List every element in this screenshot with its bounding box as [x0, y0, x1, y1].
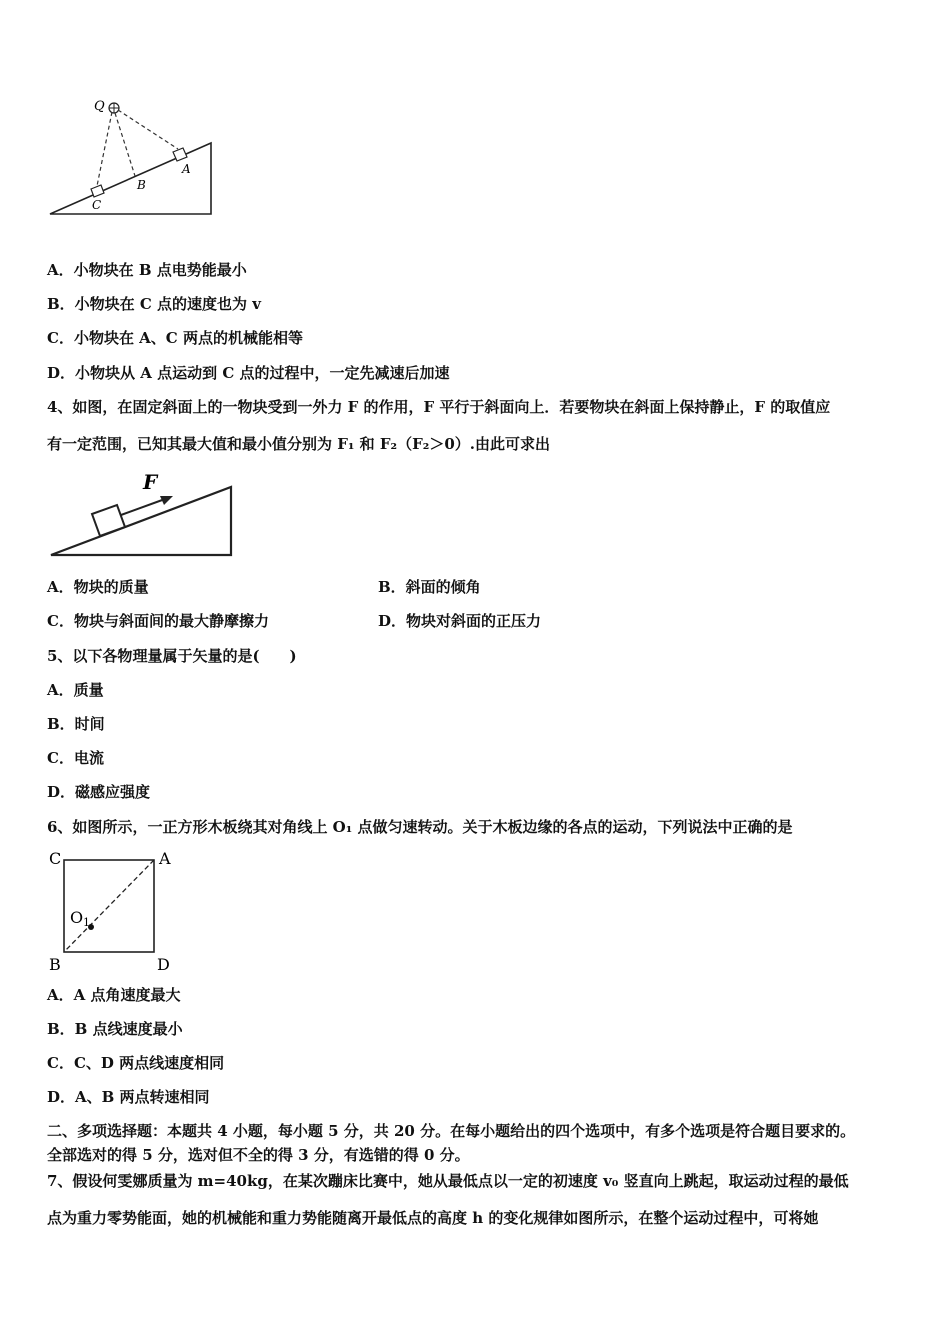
block-at-c [91, 185, 104, 197]
figure-q3-incline-charge [40, 90, 270, 230]
incline-triangle [50, 143, 211, 214]
q4-option-c: C．物块与斜面间的最大静摩擦力 [47, 612, 269, 630]
figure-q4-incline-force [45, 465, 245, 565]
label-b: B [49, 955, 61, 974]
dashed-line-qb [115, 113, 135, 176]
q7-stem-line1: 7、假设何雯娜质量为 m=40kg，在某次蹦床比赛中，她从最低点以一定的初速度 v₀ 竖直向上跳起，取运动过程的最低 [47, 1172, 849, 1190]
q6-option-d: D．A、B 两点转速相同 [47, 1088, 210, 1106]
q5-option-c: C．电流 [47, 749, 104, 767]
q6-stem: 6、如图所示，一正方形木板绕其对角线上 O₁ 点做匀速转动。关于木板边缘的各点的运动，下列说法中正确的是 [47, 818, 793, 836]
block [92, 505, 125, 536]
label-o: O [70, 908, 84, 927]
dashed-line-qa [118, 110, 178, 149]
label-a: A [159, 849, 171, 868]
label-f: F [143, 470, 158, 494]
label-q: Q [94, 99, 105, 114]
q4-stem-line1: 4、如图，在固定斜面上的一物块受到一外力 F 的作用，F 平行于斜面向上．若要物块在斜面上保持静止，F 的取值应 [47, 398, 831, 416]
q6-option-b: B．B 点线速度最小 [47, 1020, 183, 1038]
q4-option-b: B．斜面的倾角 [378, 578, 481, 596]
q7-stem-line2: 点为重力零势能面，她的机械能和重力势能随离开最低点的高度 h 的变化规律如图所示，在整个运动过程中，可将她 [47, 1209, 819, 1227]
incline-triangle [51, 487, 231, 555]
q3-option-d: D．小物块从 A 点运动到 C 点的过程中，一定先减速后加速 [47, 364, 450, 382]
label-c: C [49, 849, 62, 868]
dashed-line-qc [97, 112, 112, 186]
label-o-subscript: 1 [83, 916, 90, 929]
q5-option-a: A．质量 [47, 681, 104, 699]
force-arrow [121, 499, 165, 515]
label-b: B [137, 178, 146, 192]
diagonal-dashed [64, 860, 154, 952]
label-d: D [157, 955, 170, 974]
q4-option-d: D．物块对斜面的正压力 [378, 612, 542, 630]
label-a: A [182, 162, 191, 176]
q3-option-b: B．小物块在 C 点的速度也为 v [47, 295, 262, 313]
q3-option-a: A．小物块在 B 点电势能最小 [47, 261, 247, 279]
q6-option-c: C．C、D 两点线速度相同 [47, 1054, 225, 1072]
q4-stem-line2: 有一定范围，已知其最大值和最小值分别为 F₁ 和 F₂（F₂＞0）.由此可求出 [47, 435, 550, 453]
q3-option-c: C．小物块在 A、C 两点的机械能相等 [47, 329, 303, 347]
q4-option-a: A．物块的质量 [47, 578, 149, 596]
q5-option-d: D．磁感应强度 [47, 783, 151, 801]
q5-option-b: B．时间 [47, 715, 105, 733]
figure-q6-square-board [45, 848, 195, 973]
q6-option-a: A．A 点角速度最大 [47, 986, 181, 1004]
section2-header-line1: 二、多项选择题：本题共 4 小题，每小题 5 分，共 20 分。在每小题给出的四个选项中，有多个选项是符合题目要求的。 [47, 1122, 856, 1140]
label-c: C [92, 198, 102, 212]
section2-header-line2: 全部选对的得 5 分，选对但不全的得 3 分，有选错的得 0 分。 [47, 1146, 470, 1164]
q5-stem: 5、以下各物理量属于矢量的是( ) [47, 647, 297, 665]
